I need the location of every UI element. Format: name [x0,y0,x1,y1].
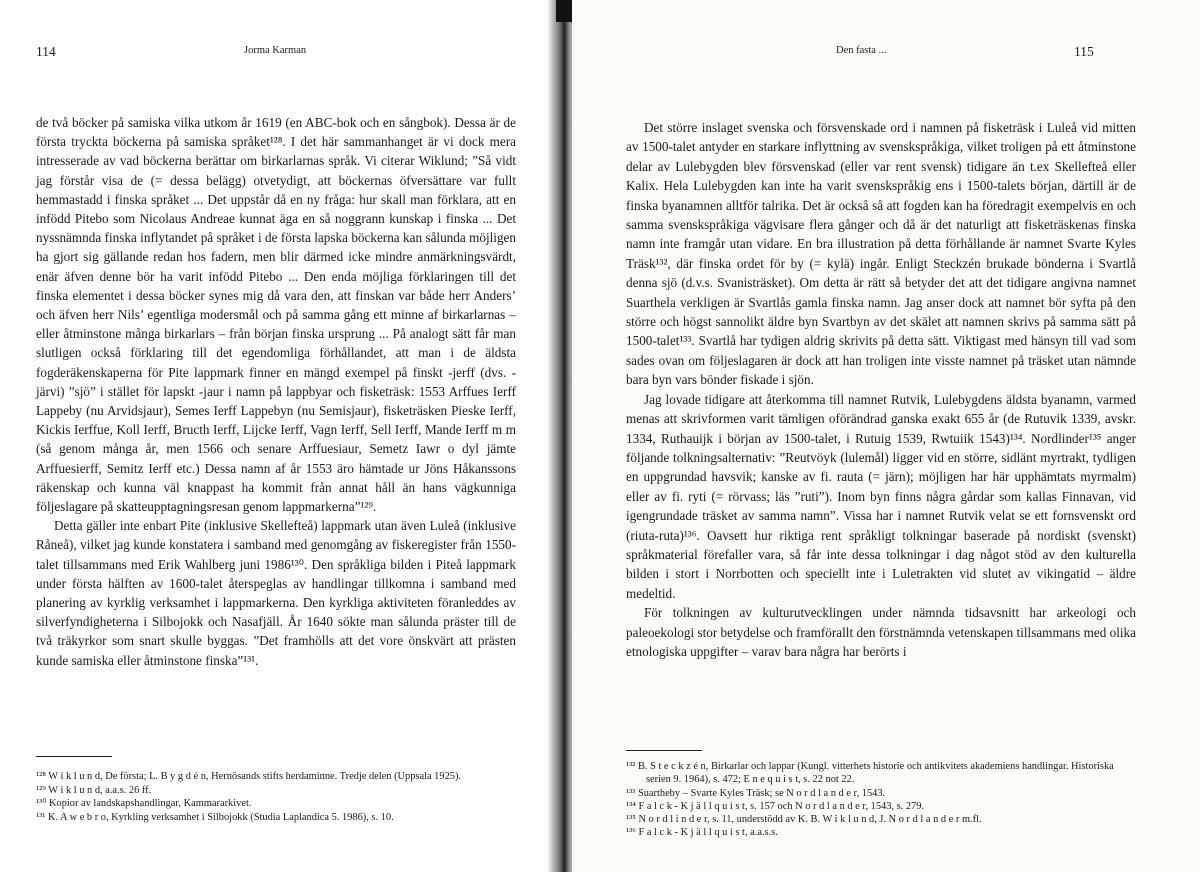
footnote: ¹³⁶ F a l c k - K j ä l l q u i s t, a.a.s.s. [626,827,778,839]
body-text [36,113,516,670]
page-number: 114 [36,44,56,59]
paragraph: Det större inslaget svenska och försvenskade ord i namnen på fisketräsk i Luleå vid mitten av 1500-talet antyder en starkare inflyttning av svenskspråkiga, vilket troligen på ett åtminstone delar av Lulebygden blev försvenskad (eller var rent svensk) tidigare än t.ex Skellefteå eller Kalix. Hela Lulebygden kan inte ha varit svenskspråkig ens i 1500-talets början, därtill är de finska byanamnen alltför talrika. Det är också så att fogden kan ha föredragit exempelvis en och samma svenskspråkiga vägvisare flera gånger och då är det naturligt att fisketräskenas finska namn inte framgår utan vidare. En bra illustration på detta förhållande är namnet Svarte Kyles Träsk¹³², där finska ordet för by (= kylä) ingår. Enligt Steckzén brukade bönderna i Svartlå denna sjö (d.v.s. Svanisträsket). Om detta är rätt så betyder det att det tidigare angivna namnet Suarthela verkligen är Svartlås gamla finska namn. Jag anser dock att namnet bör syfta på den större och högst sannolikt äldre byn Svartbyn av det skälet att namnen skrivs på samma sätt på 1500-talet¹³³. Svartlå har tydigen aldrig skrivits på detta sätt. Viktigast med hänsyn till vad som sades ovan om följeslagaren är dock att han troligen inte visste namnet på träsket utan nämnde bara byn vars bönder fiskade i sjön. [626,120,1136,388]
footnote-rule [626,750,702,751]
running-head: Den fasta ... [836,45,887,56]
footnote: ¹³⁴ F a l c k - K j ä l l q u i s t, s. 157 och N o r d l a n d e r, 1543, s. 279. [626,800,925,812]
paragraph: Jag lovade tidigare att återkomma till namnet Rutvik, Lulebygdens äldsta byanamn, varmed menas att skrivformen varit tämligen oförändrad ganska exakt 655 år (de Rutuvik 1339, avskr. 1334, Ruthauijk i början av 1500-talet, i Rutuig 1539, Rwtuiik 1543)¹³⁴. Nordlinder¹³⁵ anger följande tolkningsalternativ: ”Reutvöyk (lulemål) ligger vid en större, sidlänt myrtrakt, tydligen en uppgrundad havsvik; kanske av fi. rauta (= järn); möjligen har här upphämtats myrmalm) eller av fi. ryti (= rörvass; läs ”ruti”). Inom byn finns några gårdar som kallas Finnavan, vid igengrundade träsket av samma namn”. Vissa har i namnet Rutvik velat se ett fornsvenskt ord (riuta-ruta)¹³⁶. Oavsett hur riktiga rent språkligt tolkningar baserade på nordiskt (svenskt) språkmaterial förefaller vara, så får inte dessa tolkningar i dag något stöd av den kulturella bilden i stort i Norrbotten och speciellt inte i Luletrakten vid slutet av vikingatid – äldre medeltid. [626,391,1136,601]
footnote: ¹³² B. S t e c k z é n, Birkarlar och lappar (Kungl. vitterhets historie och antikvitets akademiens handlingar. Historiska serien 9. 1964), s. 472; E n e q u i s t, s. 22 not 22. [626,761,1114,786]
footnote: ¹²⁸ W i k l u n d, De första; L. B y g d é n, Hernösands stifts herdaminne. Tredje delen (Uppsala 1925). [36,771,462,782]
body-text [626,118,1136,661]
footnote-rule [36,756,112,757]
footnotes [626,760,1136,840]
paragraph: För tolkningen av kulturutvecklingen under nämnda tidsavsnitt har arkeologi och paleoekologi stor betydelse och framförallt den förstnämnda vetenskapen tillsammans med olika etnologiska uppgifter – varav bara några har berörts i [626,605,1136,659]
footnotes [36,770,516,824]
footnote: ¹³⁰ Kopior av landskapshandlingar, Kammararkivet. [36,798,252,810]
footnote: ¹²⁹ W i k l u n d, a.a.s. 26 ff. [36,784,152,796]
footnote: ¹³¹ K. A w e b r o, Kyrkling verksamhet i Silbojokk (Studia Laplandica 5. 1986), s. 10. [36,811,394,823]
left-page [0,0,556,872]
right-page [572,0,1200,872]
page-number: 115 [1074,44,1094,59]
paragraph: Detta gäller inte enbart Pite (inklusive Skellefteå) lappmark utan även Luleå (inklusive Råneå), vilket jag kunde konstatera i samband med genomgång av fiskeregister från 1550-talet tillsammans med Erik Wahlberg juni 1986¹³⁰. Den språkliga bilden i Piteå lappmark under första hälften av 1600-talet återspeglas av handlingar tillkomna i samband med planering av kyrklig verksamhet i lappmarkerna. Den kyrkliga aktiviteten föranleddes av silverfyndigheterna i Silbojokk och Nasafjäll. År 1640 sökte man sålunda präster till de två träkyrkor som snart skulle byggas. ”Det framhölls att det vore önskvärt att prästen kunde samiska eller åtminstone finska”¹³¹. [36,518,516,668]
paragraph: de två böcker på samiska vilka utkom år 1619 (en ABC-bok och en sångbok). Dessa är de första tryckta böckerna på samiska språket¹²⁸. I det här sammanhanget är vi dock mera intresserade av vad böckerna berättar om birkarlarnas språk. Vi citerar Wiklund; ”Så vidt jag förstår visa de (= dessa belägg) otvetydigt, att böckernas öfversättare var fullt hemmastadd i finska språket ... Det uppstår då en ny fråga: hur skall man förklara, att en infödd Pitebo som Nicolaus Andreae kunnat äga en så noggrann kunskap i finska ... Det nyssnämnda finska inflytandet på språket i de första lapska böckerna kan sålunda möjligen ha gjort sig gällande redan hos fadern, men blir därmed icke mindre anmärkningsvärdt, enär äfven denne bör ha varit infödd Pitebo ... Den enda möjliga förklaringen till det finska elementet i dessa böcker synes mig då vara den, att finskan var både herr Anders’ och äfven herr Nils’ egentliga modersmål och på samma gång ett minne af birkarlarnas – eller åtminstone många birkarlars – från början finska ursprung ... På analogt sätt får man slutligen också förklaring till det egendomliga förhållandet, att man i de äldsta fogderäkenskaperna för Pite lappmark finner en mängd exempel på finskt -jerff (dvs. -järvi) ”sjö” i stället för lapskt -jaur i namn på lappbyar och fisketräsk: 1553 Arffues Ierff Lappeby (nu Arvidsjaur), Semes Ierff Lappebyn (nu Semisjaur), fisketräsken Pieske Ierff, Kickis Ierffue, Koll Ierff, Bructh Ierff, Lijcke Ierff, Vagn Ierff, Sell Ierff, Mande Ierff m m (så genom många år, men 1566 och senare Arffuesiaur, Semetz Iawr o dyl jämte Arffuesierff, Semitz Ierff etc.) Dessa namn af år 1553 äro hämtade ur Jöns Håkanssons räkenskap och kunna väl knappast ha kommit från annat håll än hans vägkunniga följeslagare på skatteupptagningsresan genom lappmarkerna”¹²⁹. [36,115,516,515]
running-head: Jorma Karman [244,45,307,56]
footnote: ¹³³ Suartheby – Svarte Kyles Träsk; se N o r d l a n d e r, 1543. [626,787,886,799]
footnote: ¹³⁵ N o r d l i n d e r, s. 11, understödd av K. B. W i k l u n d, J. N o r d l a n d e r m.fl. [626,814,982,826]
